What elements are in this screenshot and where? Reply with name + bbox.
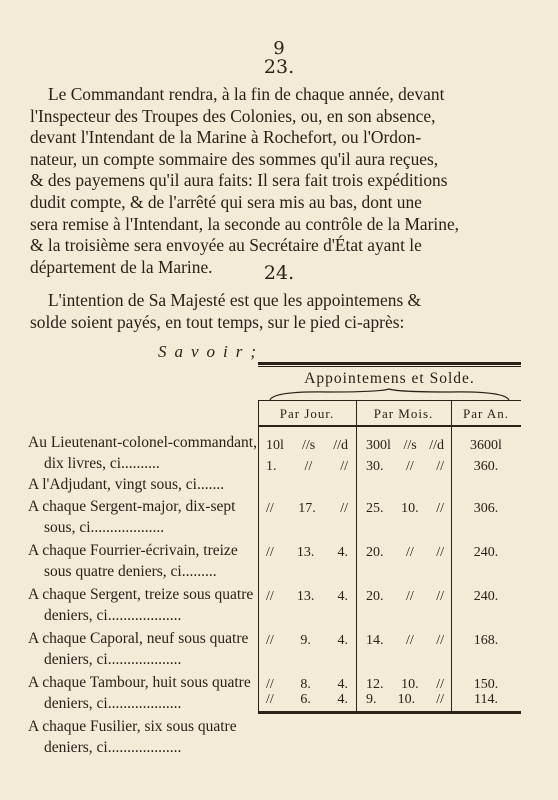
cell-value: 20. [366,589,384,604]
cell-value: //d [429,438,444,453]
cell-value: // [405,633,414,648]
cell-value: // [405,459,414,474]
cell-value: 3600l [470,438,502,453]
cell-par-mois [366,633,444,649]
cell-par-mois [366,459,444,475]
cell-value: 6. [300,692,311,707]
table-bottom-rule [258,711,521,714]
cell-par-mois [366,589,444,605]
cell-par-jour [266,438,348,454]
table-top-rule [258,362,521,365]
cell-par-jour [266,633,348,649]
cell-value: // [436,633,444,648]
cell-value: 10. [401,501,419,516]
cell-value: 168. [473,633,499,648]
cell-par-an [456,545,516,561]
cell-value: // [436,692,444,707]
article-24-line: solde soient payés, en tout temps, sur le pied ci-après: [30,311,405,332]
page-number: 9 [273,38,285,59]
row-label: A l'Adjudant, vingt sous, ci....... [28,476,225,493]
article-23-line: l'Inspecteur des Troupes des Colonies, ou, en son absence, [30,105,436,126]
cell-value: 8. [300,677,311,692]
article-23-line: & des payemens qu'il aura faits: Il sera fait trois expéditions [30,170,448,191]
article-23-line: dudit compte, & de l'arrêté qui sera mis au bas, dont une [30,191,422,212]
cell-value: 9. [300,633,311,648]
article-24-number: 24. [263,262,295,284]
cell-value: // [266,589,274,604]
column-divider [451,400,452,714]
cell-par-mois [366,692,444,708]
table-header-rule [258,400,521,401]
cell-value: // [340,459,348,474]
cell-value: 17. [298,501,316,516]
cell-par-mois [366,501,444,517]
cell-value: 4. [337,633,348,648]
cell-par-mois [366,438,444,454]
cell-value: 10l [266,438,284,453]
cell-par-an [456,501,516,517]
cell-value: 10. [397,692,416,707]
cell-value: 13. [296,589,315,604]
cell-par-mois [366,677,444,693]
cell-par-an [456,692,516,708]
article-23-line: département de la Marine. [30,256,213,277]
cell-value: 30. [366,459,384,474]
cell-value: // [304,459,313,474]
cell-par-jour [266,677,348,693]
cell-value: 240. [473,589,499,604]
cell-value: 4. [337,545,348,560]
cell-par-mois [366,545,444,561]
row-label: Au Lieutenant-colonel-commandant, dix livres, ci.......... [28,434,257,472]
cell-value: 114. [474,692,498,707]
cell-value: 4. [337,677,348,692]
cell-par-an [456,589,516,605]
cell-value: 306. [473,501,499,516]
article-24-text [30,290,530,333]
cell-value: // [340,501,348,516]
cell-value: 10. [401,677,419,692]
article-23-line: devant l'Intendant de la Marine à Rochefort, ou l'Ordon- [30,127,422,148]
cell-value: // [266,545,274,560]
cell-value: 360. [473,459,499,474]
savoir-heading: Savoir; [158,342,265,361]
table-title: Appointemens et Solde. [304,370,475,387]
article-23-text [30,84,530,278]
cell-value: //s [301,438,316,453]
article-23-line: nateur, un compte sommaire des sommes qu'il aura reçues, [30,148,439,169]
row-label: A chaque Tambour, huit sous quatre deniers, ci................... [28,674,251,712]
article-24-line: L'intention de Sa Majesté est que les appointemens & [48,290,422,310]
column-header-an: Par An. [463,406,509,421]
cell-value: // [266,692,274,707]
cell-value: // [266,501,274,516]
cell-value: // [405,589,414,604]
cell-par-an [456,677,516,693]
cell-par-jour [266,589,348,605]
row-label: A chaque Sergent-major, dix-sept sous, ci................... [28,498,236,536]
column-header-mois: Par Mois. [373,406,434,421]
cell-value: 14. [366,633,384,648]
row-label: A chaque Fusilier, six sous quatre deniers, ci................... [28,718,237,756]
row-label: A chaque Fourrier-écrivain, treize sous quatre deniers, ci......... [28,542,238,580]
cell-value: 25. [366,501,384,516]
cell-value: // [436,545,444,560]
cell-value: // [436,501,444,516]
row-label: A chaque Sergent, treize sous quatre deniers, ci................... [28,586,254,624]
cell-par-an [456,459,516,475]
cell-value: 1. [266,459,277,474]
cell-par-an [456,633,516,649]
cell-value: //s [403,438,417,453]
cell-value: // [436,589,444,604]
cell-value: 4. [337,692,348,707]
cell-value: // [266,633,274,648]
cell-value: 150. [473,677,499,692]
table-top-rule-thin [258,366,521,367]
cell-value: 240. [473,545,499,560]
cell-value: 4. [337,589,348,604]
cell-par-jour [266,692,348,708]
cell-value: // [266,677,274,692]
article-23-line: & la troisième sera envoyée au Secrétaire d'État ayant le [30,235,422,256]
column-divider [356,400,357,714]
cell-value: 12. [366,677,384,692]
salary-table [258,362,521,714]
table-left-border [258,400,259,714]
cell-value: 20. [366,545,384,560]
cell-value: 9. [366,692,377,707]
cell-value: // [436,677,444,692]
cell-value: // [405,545,414,560]
cell-value: 300l [366,438,391,453]
cell-par-an [456,438,516,454]
article-23-line: Le Commandant rendra, à la fin de chaque année, devant [48,84,445,104]
cell-par-jour [266,459,348,475]
cell-value: //d [333,438,348,453]
cell-par-jour [266,545,348,561]
cell-par-jour [266,501,348,517]
cell-value: 13. [296,545,315,560]
article-23-number: 23. [263,56,295,78]
column-header-jour: Par Jour. [279,406,335,421]
article-23-line: sera remise à l'Intendant, la seconde au contrôle de la Marine, [30,213,460,234]
row-label: A chaque Caporal, neuf sous quatre deniers, ci................... [28,630,249,668]
table-colhead-rule [258,425,521,427]
cell-value: // [436,459,444,474]
